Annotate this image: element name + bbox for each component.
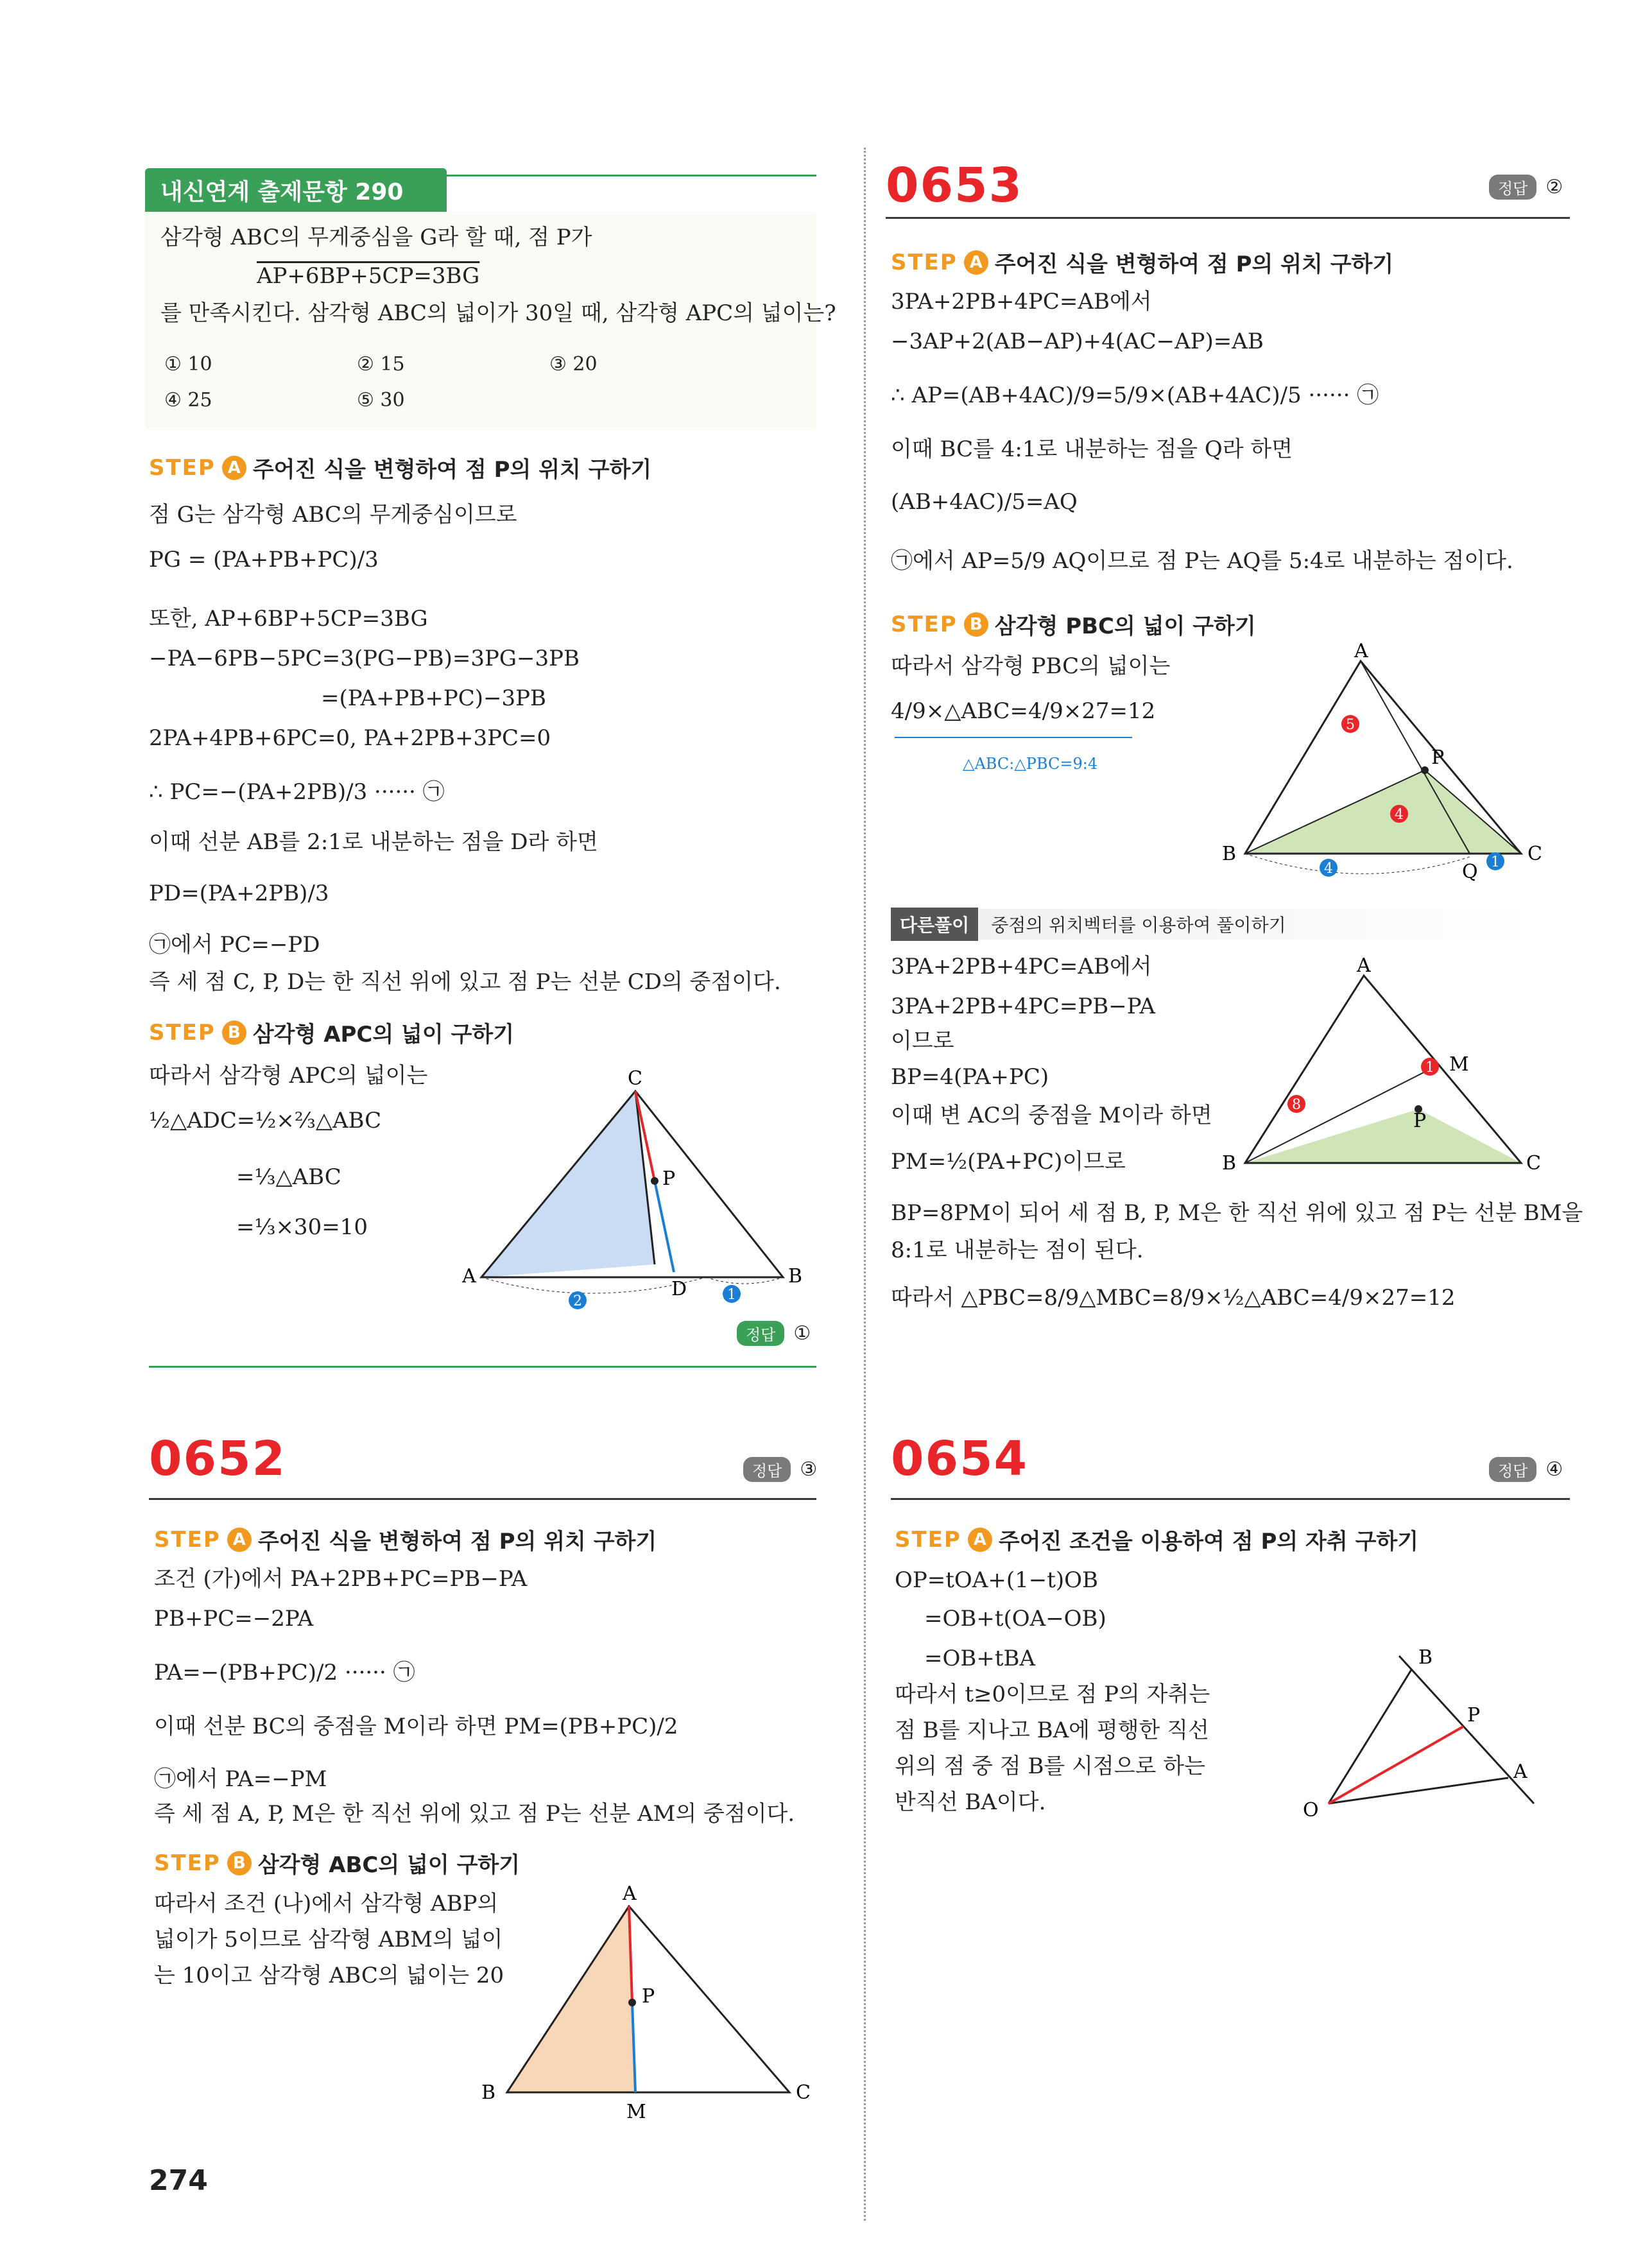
left-line-6: ∴ PC=−(PA+2PB)/3 ······ ㉠ (149, 779, 445, 805)
left-line-10: 즉 세 점 C, P, D는 한 직선 위에 있고 점 P는 선분 CD의 중점이다. (149, 969, 781, 995)
figure-0651 (462, 1065, 803, 1309)
rule-0654 (891, 1498, 1570, 1500)
alt-line-4: 이때 변 AC의 중점을 M이라 하면 (891, 1103, 1212, 1128)
q0653-line-3: 이때 BC를 4:1로 내분하는 점을 Q라 하면 (891, 436, 1293, 462)
svg-text:1: 1 (727, 1287, 736, 1303)
q0652-line-3: 이때 선분 BC의 중점을 M이라 하면 PM=(PB+PC)/2 (154, 1714, 678, 1739)
left-line-2: 또한, AP+6BP+5CP=3BG (149, 606, 428, 632)
fig-label-D: D (671, 1278, 687, 1300)
q0653-line-0: 3PA+2PB+4PC=AB에서 (891, 289, 1152, 314)
q0654-line-3: 따라서 t≥0이므로 점 P의 자취는 (895, 1682, 1210, 1707)
left-line-8: PD=(PA+2PB)/3 (149, 881, 329, 906)
fig-label-C: C (1527, 843, 1542, 865)
problem-box-header (145, 168, 447, 212)
fig-label-M: M (1449, 1053, 1469, 1076)
alt-line-6: BP=8PM이 되어 세 점 B, P, M은 한 직선 위에 있고 점 P는 선분 BM을 (891, 1200, 1583, 1226)
alt-title: 중점의 위치벡터를 이용하여 풀이하기 (991, 915, 1286, 936)
fig-label-C: C (628, 1067, 642, 1090)
fig-label-P: P (1431, 746, 1445, 769)
left-line-4: =(PA+PB+PC)−3PB (321, 685, 547, 711)
fig-label-B: B (481, 2081, 496, 2104)
fig-label-M: M (626, 2101, 646, 2123)
fig-label-Q: Q (1462, 861, 1478, 883)
alt-line-1: 3PA+2PB+4PC=PB−PA (891, 994, 1156, 1019)
fig-label-B: B (788, 1265, 803, 1288)
q0654-line-5: 위의 점 중 점 B를 시점으로 하는 (895, 1753, 1205, 1779)
question-line-1: 삼각형 ABC의 무게중심을 G라 할 때, 점 P가 (160, 225, 592, 250)
answer-0654: 정답 ④ (1489, 1457, 1563, 1482)
q0652-line-4: ㉠에서 PA=−PM (154, 1766, 327, 1792)
column-divider (864, 148, 866, 2221)
left-b-line-0: 따라서 삼각형 APC의 넓이는 (149, 1063, 428, 1089)
stepA-0654: STEP A 주어진 조건을 이용하여 점 P의 자취 구하기 (895, 1526, 1419, 1554)
fig-label-A: A (1513, 1761, 1527, 1783)
q0652-b-line-0: 따라서 조건 (나)에서 삼각형 ABP의 (154, 1891, 499, 1916)
fig-label-P: P (1413, 1110, 1427, 1132)
fig-label-A: A (462, 1265, 476, 1288)
choice-2[interactable]: ② 15 (357, 353, 405, 375)
answer-0652: 정답 ③ (743, 1457, 817, 1482)
answer-0653: 정답 ② (1489, 175, 1563, 200)
svg-text:1: 1 (1491, 854, 1500, 870)
stepA-0652: STEP A 주어진 식을 변형하여 점 P의 위치 구하기 (154, 1526, 657, 1554)
alt-line-2: 이므로 (891, 1028, 954, 1054)
alt-solution-bar (891, 909, 1533, 940)
stepB-0653: STEP B 삼각형 PBC의 넓이 구하기 (891, 611, 1256, 639)
q0653-b-line-2: △ABC:△PBC=9:4 (963, 755, 1098, 773)
q0653-bracket (895, 737, 1132, 738)
fig-label-C: C (796, 2081, 811, 2104)
svg-text:8: 8 (1292, 1097, 1301, 1113)
left-line-9: ㉠에서 PC=−PD (149, 932, 320, 958)
alt-line-8: 따라서 △PBC=8/9△MBC=8/9×½△ABC=4/9×27=12 (891, 1285, 1456, 1311)
left-line-1: PG = (PA+PB+PC)/3 (149, 547, 379, 573)
choice-5[interactable]: ⑤ 30 (357, 389, 405, 411)
choice-1[interactable]: ① 10 (164, 353, 212, 375)
q0652-b-line-2: 는 10이고 삼각형 ABC의 넓이는 20 (154, 1963, 504, 1988)
page-number: 274 (149, 2164, 208, 2197)
q0653-line-1: −3AP+2(AB−AP)+4(AC−AP)=AB (891, 329, 1264, 354)
left-stepA: STEP A 주어진 식을 변형하여 점 P의 위치 구하기 (149, 452, 651, 483)
svg-text:2: 2 (573, 1293, 582, 1309)
problem-number-0654: 0654 (891, 1431, 1028, 1486)
alt-line-0: 3PA+2PB+4PC=AB에서 (891, 954, 1152, 979)
left-section-rule (149, 1366, 816, 1368)
choice-3[interactable]: ③ 20 (549, 353, 598, 375)
alt-line-5: PM=½(PA+PC)이므로 (891, 1149, 1126, 1175)
q0654-line-6: 반직선 BA이다. (895, 1789, 1046, 1815)
fig-label-B: B (1222, 1152, 1237, 1175)
svg-text:5: 5 (1346, 717, 1355, 733)
q0653-b-line-0: 따라서 삼각형 PBC의 넓이는 (891, 653, 1171, 679)
left-b-line-3: =⅓×30=10 (236, 1214, 368, 1240)
figure-0653-b (1213, 956, 1547, 1187)
q0653-line-2: ∴ AP=(AB+4AC)/9=5/9×(AB+4AC)/5 ······ ㉠ (891, 383, 1379, 408)
q0654-line-1: =OB+t(OA−OB) (924, 1606, 1106, 1632)
question-line-2: AP+6BP+5CP=3BG (257, 263, 480, 289)
rule-0653 (886, 217, 1570, 219)
alt-tag: 다른풀이 (891, 908, 978, 941)
q0653-line-5: ㉠에서 AP=5/9 AQ이므로 점 P는 AQ를 5:4로 내분하는 점이다. (891, 548, 1513, 574)
fig-label-B: B (1222, 843, 1237, 865)
q0652-b-line-1: 넓이가 5이므로 삼각형 ABM의 넓이 (154, 1927, 503, 1952)
stepA-0653: STEP A 주어진 식을 변형하여 점 P의 위치 구하기 (891, 249, 1394, 277)
left-line-3: −PA−6PB−5PC=3(PG−PB)=3PG−3PB (149, 646, 580, 671)
left-line-5: 2PA+4PB+6PC=0, PA+2PB+3PC=0 (149, 725, 551, 751)
q0653-line-4: (AB+4AC)/5=AQ (891, 489, 1078, 515)
left-stepA-title: 주어진 식을 변형하여 점 P의 위치 구하기 (252, 457, 652, 483)
box-top-rule (431, 175, 816, 177)
choice-4[interactable]: ④ 25 (164, 389, 212, 411)
figure-0654 (1290, 1643, 1547, 1836)
q0653-b-line-1: 4/9×△ABC=4/9×27=12 (891, 698, 1156, 724)
box-label: 내신연계 출제문항 290 (160, 178, 404, 205)
left-stepB: STEP B 삼각형 APC의 넓이 구하기 (149, 1017, 514, 1048)
figure-0652 (481, 1882, 828, 2131)
fig-label-A: A (1357, 954, 1371, 977)
fig-label-O: O (1303, 1799, 1319, 1821)
fig-label-P: P (1467, 1704, 1481, 1727)
fig-label-P: P (662, 1167, 676, 1190)
svg-text:1: 1 (1425, 1060, 1434, 1076)
q0654-line-4: 점 B를 지나고 BA에 평행한 직선 (895, 1718, 1209, 1743)
fig-label-C: C (1526, 1152, 1541, 1175)
left-b-line-1: ½△ADC=½×⅔△ABC (149, 1108, 382, 1133)
svg-text:4: 4 (1395, 807, 1404, 823)
fig-label-A: A (623, 1882, 637, 1905)
stepB-0652: STEP B 삼각형 ABC의 넓이 구하기 (154, 1850, 521, 1878)
fig-label-B: B (1418, 1646, 1433, 1669)
rule-0652 (149, 1498, 816, 1500)
svg-text:4: 4 (1324, 861, 1333, 877)
alt-line-3: BP=4(PA+PC) (891, 1064, 1049, 1090)
q0654-line-0: OP=tOA+(1−t)OB (895, 1567, 1098, 1593)
q0654-line-2: =OB+tBA (924, 1646, 1036, 1671)
q0652-line-5: 즉 세 점 A, P, M은 한 직선 위에 있고 점 P는 선분 AM의 중점이다. (154, 1801, 795, 1827)
problem-number-0653: 0653 (886, 158, 1023, 213)
fig-label-P: P (642, 1985, 655, 2008)
problem-number-0652: 0652 (149, 1431, 286, 1486)
figure-0653-a (1213, 642, 1547, 899)
left-line-0: 점 G는 삼각형 ABC의 무게중심이므로 (149, 502, 517, 528)
left-line-7: 이때 선분 AB를 2:1로 내분하는 점을 D라 하면 (149, 829, 598, 855)
question-line-3: 를 만족시킨다. 삼각형 ABC의 넓이가 30일 때, 삼각형 APC의 넓이는? (160, 300, 836, 326)
q0652-line-2: PA=−(PB+PC)/2 ······ ㉠ (154, 1660, 415, 1685)
q0652-line-1: PB+PC=−2PA (154, 1606, 314, 1632)
alt-line-7: 8:1로 내분하는 점이 된다. (891, 1237, 1144, 1263)
q0652-line-0: 조건 (가)에서 PA+2PB+PC=PB−PA (154, 1566, 528, 1592)
fig-label-A: A (1354, 640, 1368, 662)
left-stepB-title: 삼각형 APC의 넓이 구하기 (252, 1022, 515, 1047)
answer-0651: 정답 ① (737, 1321, 811, 1346)
left-b-line-2: =⅓△ABC (236, 1164, 341, 1190)
